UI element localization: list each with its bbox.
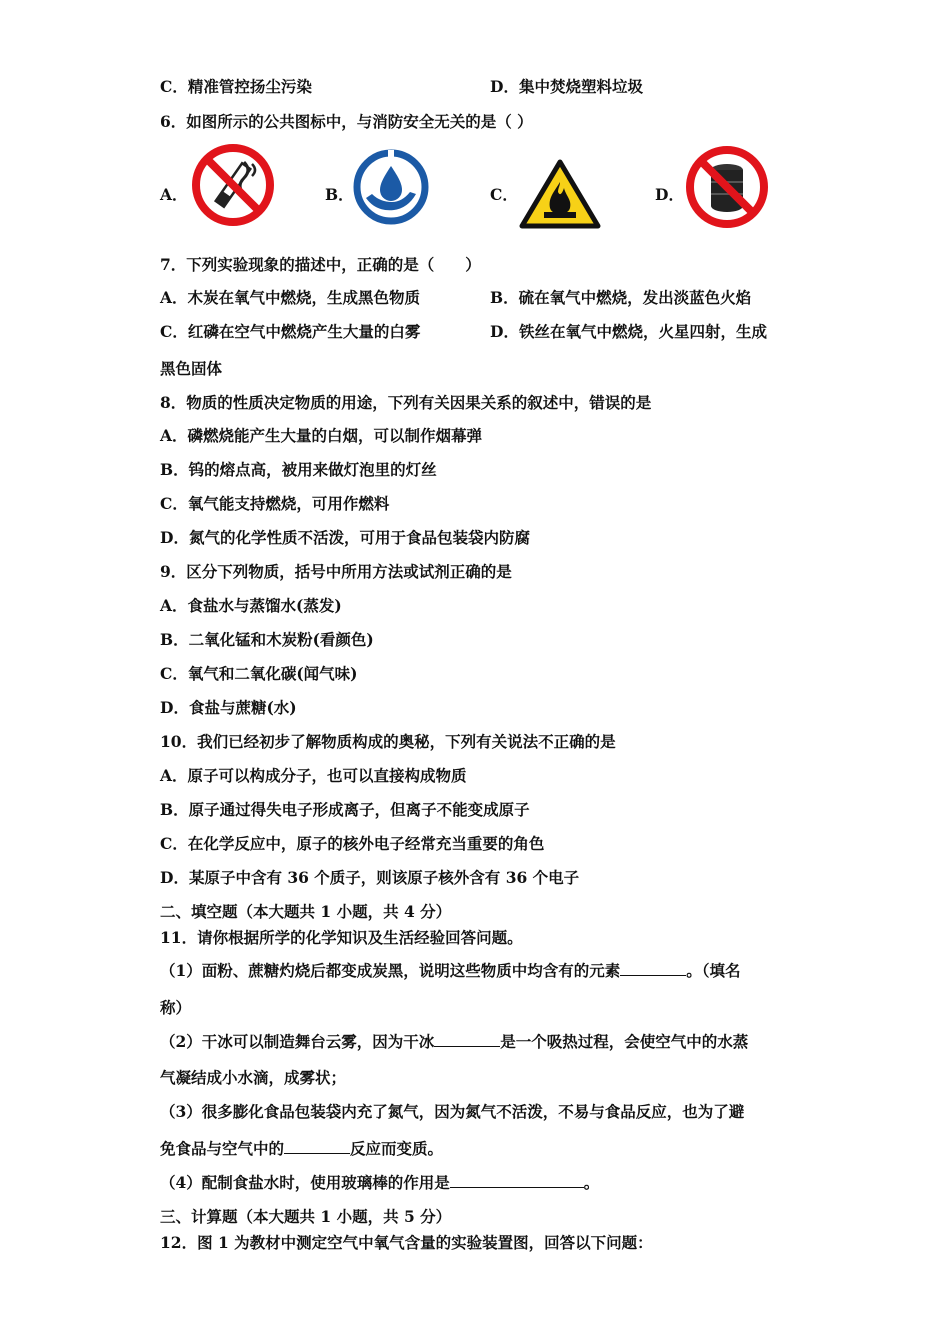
water-saving-icon (352, 148, 430, 230)
q11-blank-2[interactable] (434, 1032, 500, 1047)
q6-label-b: B． (325, 185, 354, 204)
q11-part-2 (160, 1032, 748, 1052)
q11-part-1-tail: 。（填名 (686, 961, 741, 980)
q5-option-c: C．精准管控扬尘污染 (160, 77, 312, 96)
q8-option-d: D．氮气的化学性质不活泼，可用于食品包装袋内防腐 (160, 528, 530, 547)
q11-part-3-continued (160, 1139, 443, 1159)
section-3-title: 三、计算题（本大题共 1 小题，共 5 分） (160, 1207, 452, 1226)
q9-option-c: C．氧气和二氧化碳(闻气味) (160, 664, 358, 683)
q7-option-c: C．红磷在空气中燃烧产生大量的白雾 (160, 322, 421, 341)
q7-stem: 7．下列实验现象的描述中，正确的是（ ） (160, 255, 481, 274)
q11-part-2-continued: 气凝结成小水滴，成雾状； (160, 1068, 347, 1087)
flammable-warning-icon (518, 158, 602, 234)
q6-label-c: C． (490, 185, 518, 204)
q11-part-4 (160, 1173, 599, 1193)
q7-option-d: D．铁丝在氧气中燃烧，火星四射，生成 (490, 322, 767, 341)
q6-label-d: D． (655, 185, 684, 204)
q11-part-3: （3）很多膨化食品包装袋内充了氮气，因为氮气不活泼，不易与食品反应，也为了避 (160, 1102, 745, 1121)
q11-blank-4[interactable] (450, 1173, 584, 1188)
q8-stem: 8．物质的性质决定物质的用途，下列有关因果关系的叙述中，错误的是 (160, 393, 652, 412)
q10-option-c: C．在化学反应中，原子的核外电子经常充当重要的角色 (160, 834, 545, 853)
q7-option-b: B．硫在氧气中燃烧，发出淡蓝色火焰 (490, 288, 752, 307)
q7-option-a: A．木炭在氧气中燃烧，生成黑色物质 (160, 288, 421, 307)
q6-stem: 6．如图所示的公共图标中，与消防安全无关的是（ ） (160, 112, 533, 131)
q11-part-1-text: （1）面粉、蔗糖灼烧后都变成炭黑，说明这些物质中均含有的元素 (160, 961, 621, 980)
q8-option-b: B．钨的熔点高，被用来做灯泡里的灯丝 (160, 460, 437, 479)
q11-part-2-tail: 是一个吸热过程，会使空气中的水蒸 (500, 1032, 749, 1051)
section-2-title: 二、填空题（本大题共 1 小题，共 4 分） (160, 902, 452, 921)
q11-part-2-text: （2）干冰可以制造舞台云雾，因为干冰 (160, 1032, 435, 1051)
q10-option-b: B．原子通过得失电子形成离子，但离子不能变成原子 (160, 800, 530, 819)
no-smoking-icon (190, 142, 276, 232)
q9-option-d: D．食盐与蔗糖(水) (160, 698, 297, 717)
q11-blank-1[interactable] (620, 961, 686, 976)
q10-stem: 10．我们已经初步了解物质构成的奥秘，下列有关说法不正确的是 (160, 732, 616, 751)
q12-stem: 12．图 1 为教材中测定空气中氧气含量的实验装置图，回答以下问题： (160, 1233, 653, 1252)
q8-option-a: A．磷燃烧能产生大量的白烟，可以制作烟幕弹 (160, 426, 483, 445)
q11-part-4-tail: 。 (583, 1173, 600, 1192)
q9-stem: 9．区分下列物质，括号中所用方法或试剂正确的是 (160, 562, 512, 581)
q8-option-c: C．氧气能支持燃烧，可用作燃料 (160, 494, 390, 513)
q10-option-a: A．原子可以构成分子，也可以直接构成物质 (160, 766, 467, 785)
no-oil-drum-icon (684, 144, 770, 234)
q5-option-d: D．集中焚烧塑料垃圾 (490, 77, 643, 96)
q11-part-4-text: （4）配制食盐水时，使用玻璃棒的作用是 (160, 1173, 450, 1192)
q7-option-d-continued: 黑色固体 (160, 359, 223, 378)
q11-part-3-tail: 反应而变质。 (350, 1139, 444, 1158)
q6-label-a: A． (160, 185, 188, 204)
q11-blank-3[interactable] (284, 1139, 350, 1154)
q11-stem: 11．请你根据所学的化学知识及生活经验回答问题。 (160, 928, 523, 947)
q9-option-b: B．二氧化锰和木炭粉(看颜色) (160, 630, 374, 649)
q11-part-1 (160, 961, 741, 981)
q11-part-3-text: 免食品与空气中的 (160, 1139, 285, 1158)
q9-option-a: A．食盐水与蒸馏水(蒸发) (160, 596, 342, 615)
q11-part-1-continued: 称） (160, 998, 192, 1017)
q10-option-d: D．某原子中含有 36 个质子，则该原子核外含有 36 个电子 (160, 868, 580, 887)
